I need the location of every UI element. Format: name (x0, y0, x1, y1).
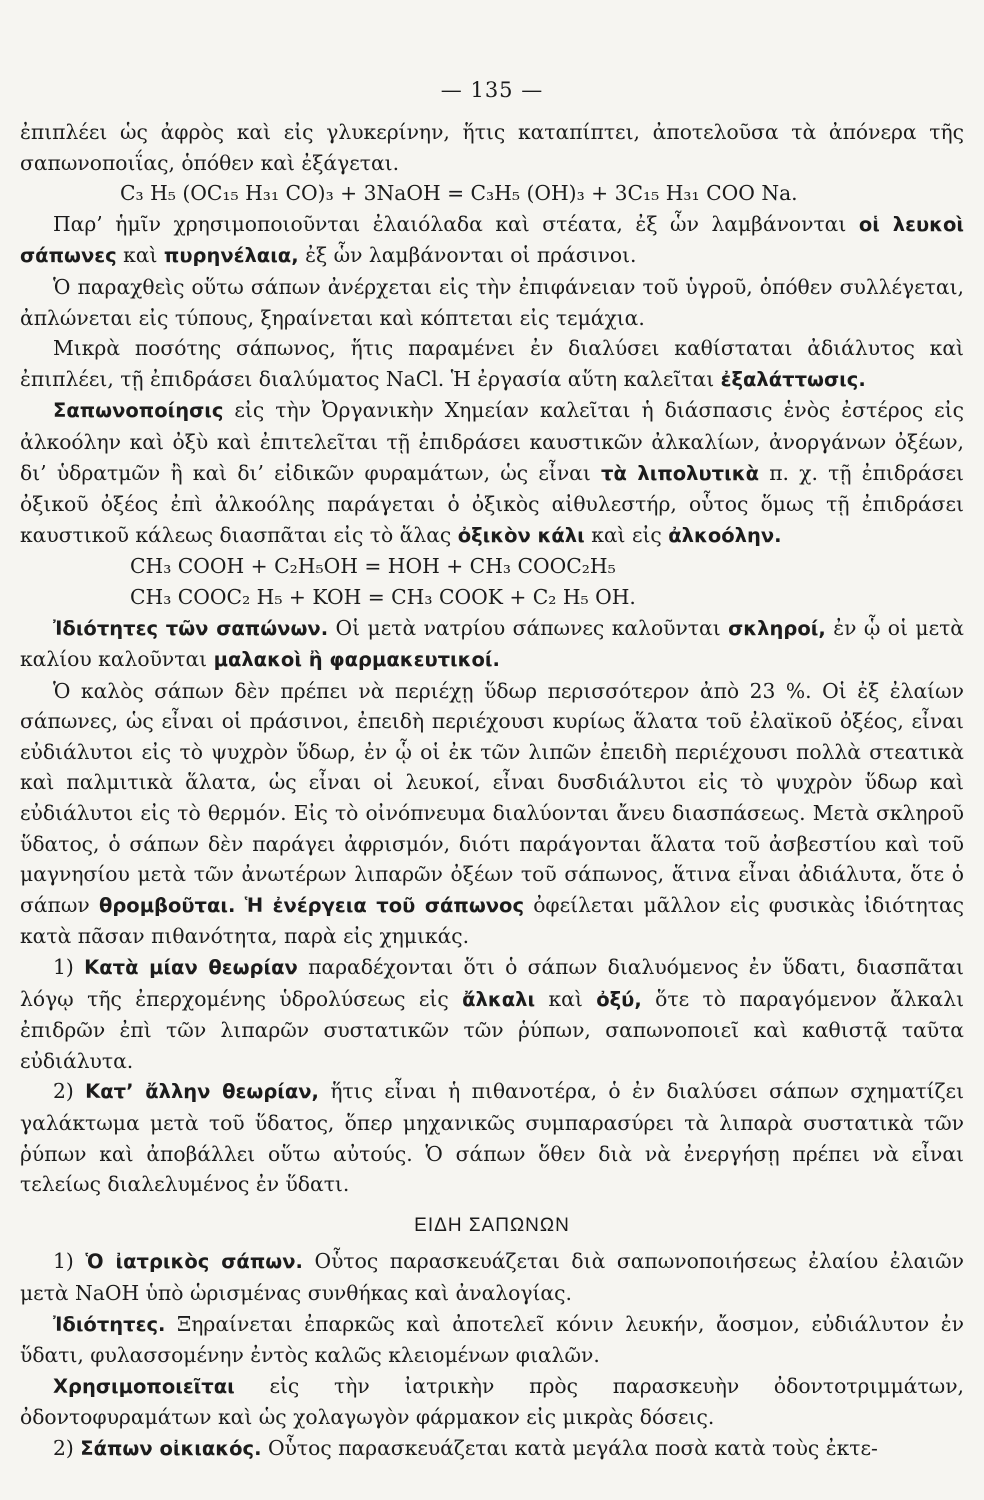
term-properties: Ἰδιότητες. (53, 1312, 166, 1336)
text: Οὗτος παρασκευάζεται διὰ σαπωνοποιήσεως ἐλαίου ἐλαιῶν μετὰ NaOH ὑπὸ ὡρισμένας συνθήκας καὶ ἀναλογίας. (20, 1249, 965, 1305)
formula-esterification: CH₃ COOH + C₂H₅OH = HOH + CH₃ COOC₂H₅ (130, 554, 616, 579)
page-body (20, 117, 964, 1465)
term-theory-one: Κατὰ μίαν θεωρίαν (84, 956, 298, 980)
term-hard: σκληροί, (728, 616, 826, 640)
section-heading-soap-types: ΕΙΔΗ ΣΑΠΩΝΩΝ (414, 1214, 570, 1236)
term-medicinal-soap: Ὁ ἰατρικὸς σάπων. (85, 1250, 303, 1274)
text: καὶ (548, 986, 583, 1011)
text: π. χ. τῇ ἐπιδράσει ὀξικοῦ ὀξέος ἐπὶ ἀλκοόλης παράγεται ὁ ὀξικὸς αἰθυλεστήρ, οὗτος ὅμως τῇ ἐπιδράσει καυστικοῦ κάλεως διασπᾶται εἰς τὸ ἅλας (20, 460, 964, 547)
term-soft: μαλακοὶ ἢ φαρμακευτικοί. (213, 648, 500, 672)
page-number: — 135 — (440, 78, 544, 102)
paragraph-glycerin: ἐπιπλέει ὡς ἀφρὸς καὶ εἰς γλυκερίνην, ἥτις καταπίπτει, ἀποτελοῦσα τὰ ἀπόνερα τῆς σαπωνοποιΐας, ὁπόθεν καὶ ἐξάγεται. (20, 120, 964, 175)
paragraph-medicinal-uses (20, 1371, 964, 1433)
paragraph-household-soap (20, 1433, 964, 1465)
paragraph-saponification-definition (20, 395, 964, 551)
paragraph-soap-properties (20, 613, 964, 676)
text: ἐξ ὧν λαμβάνονται οἱ πράσινοι. (305, 243, 637, 268)
text: Ὁ καλὸς σάπων δὲν πρέπει νὰ περιέχῃ ὕδωρ περισσότερον ἀπὸ 23 %. Οἱ ἐξ ἐλαίων σάπωνες, ὡς εἶναι οἱ πράσινοι, ἐπειδὴ περιέχουσι κυρίως ἅλατα τοῦ ἐλαϊκοῦ ὀξέος, εἶναι εὐδιάλυτοι εἰς τὸ ψυχρὸν ὕδωρ, ἐν ᾧ οἱ ἐκ τῶν λιπῶν ἐπειδὴ περιέχουσι πολλὰ στεατικὰ καὶ παλμιτικὰ ἅλατα, ὡς εἶναι οἱ λευκοί, εἶναι δυσδιάλυτοι εἰς τὸ ψυχρὸν ὕδωρ καὶ εὐδιάλυτοι εἰς τὸ θερμόν. Εἰς τὸ οἰνόπνευμα διαλύονται ἄνευ διασπάσεως. Μετὰ σκληροῦ ὕδατος, ὁ σάπων δὲν παράγει ἀφρισμόν, διότι παράγονται ἅλατα τοῦ ἀσβεστίου καὶ τοῦ μαγνησίου μετὰ τῶν ἀνωτέρων λιπαρῶν ὀξέων τοῦ σάπωνος, ἅτινα εἶναι ἀδιάλυτα, ὅτε ὁ σάπων (20, 678, 964, 917)
paragraph-collection: Ὁ παραχθεὶς οὕτω σάπων ἀνέρχεται εἰς τὴν ἐπιφάνειαν τοῦ ὑγροῦ, ὁπόθεν συλλέγεται, ἀπλώνεται εἰς τύπους, ξηραίνεται καὶ κόπτεται εἰς τεμάχια. (20, 274, 964, 330)
term-pyrinelaia: πυρηνέλαια, (163, 244, 299, 268)
term-white-soaps: οἱ λευκοὶ σάπωνες (20, 212, 964, 268)
text: ἥτις εἶναι ἡ πιθανοτέρα, ὁ ἐν διαλύσει σάπων σχηματίζει γαλάκτωμα μετὰ τοῦ ὕδατος, ὅπερ μηχανικῶς συμπαρασύρει τὰ λιπαρὰ συστατικὰ τῶν ῥύπων καὶ ἀποβάλλει οὕτω αὐτούς. Ὁ σάπων ὅθεν διὰ νὰ ἐνεργήσῃ πρέπει νὰ εἶναι τελείως διαλελυμένος ἐν ὕδατι. (20, 1079, 965, 1197)
text: Μικρὰ ποσότης σάπωνος, ἥτις παραμένει ἐν διαλύσει καθίσταται ἀδιάλυτος καὶ ἐπιπλέει, τῇ ἐπιδράσει διαλύματος NaCl. Ἡ ἐργασία αὕτη καλεῖται (20, 336, 964, 391)
paragraph-medicinal-properties (20, 1309, 964, 1371)
formula-ester-hydrolysis: CH₃ COOC₂ H₅ + KOH = CH₃ COOK + C₂ H₅ OH. (130, 584, 636, 609)
term-household-soap: Σάπων οἰκιακός. (80, 1436, 262, 1460)
paragraph-oils (20, 209, 964, 272)
paragraph-salting-out (20, 333, 964, 395)
term-lipolytic: τὰ λιπολυτικὰ (601, 461, 759, 485)
text: 1) (53, 955, 74, 980)
text: 2) (53, 1435, 74, 1460)
text: Ξηραίνεται ἐπαρκῶς καὶ ἀποτελεῖ κόνιν λευκήν, ἄοσμον, εὐδιάλυτον ἐν ὕδατι, φυλασσομένην ἐντὸς καλῶς κλειομένων φιαλῶν. (20, 1311, 964, 1368)
text: 2) (53, 1079, 74, 1104)
subheading-properties: Ἰδιότητες τῶν σαπώνων. (53, 616, 329, 640)
text: παραδέχονται ὅτι ὁ σάπων διαλυόμενος ἐν ὕδατι, διασπᾶται λόγῳ τῆς ἐπερχομένης ὑδρολύσεως εἰς (20, 955, 964, 1011)
text: καὶ εἰς (591, 522, 662, 547)
term-acid: ὀξύ, (596, 987, 642, 1011)
text: ἐν ᾧ οἱ μετὰ καλίου καλοῦνται (20, 615, 964, 672)
text: ὅτε τὸ παραγόμενον ἄλκαλι ἐπιδρῶν ἐπὶ τῶν λιπαρῶν συστατικῶν τῶν ῥύπων, σαπωνοποιεῖ καὶ καθιστᾷ ταῦτα εὐδιάλυτα. (20, 986, 965, 1073)
term-theory-two: Κατ’ ἄλλην θεωρίαν, (85, 1080, 319, 1104)
term-salting-out: ἐξαλάττωσις. (720, 367, 866, 391)
term-used: Χρησιμοποιεῖται (53, 1374, 235, 1398)
text: ὀφείλεται μᾶλλον εἰς φυσικὰς ἰδιότητας κατὰ πᾶσαν πιθανότητα, παρὰ εἰς χημικάς. (20, 892, 964, 949)
text: καὶ (123, 243, 158, 268)
term-alkali: ἄλκαλι (462, 987, 536, 1011)
text: εἰς τὴν Ὀργανικὴν Χημείαν καλεῖται ἡ διάσπασις ἑνὸς ἐστέρος εἰς ἀλκοόλην καὶ ὀξὺ καὶ ἐπιτελεῖται τῇ ἐπιδράσει καυστικῶν ἀλκαλίων, ἀνοργάνων ὀξέων, δι’ ὑδρατμῶν ἢ καὶ δι’ εἰδικῶν φυραμάτων, ὡς εἶναι (20, 398, 965, 485)
term-alcohol: ἀλκοόλην. (668, 523, 782, 547)
paragraph-theory-one (20, 952, 964, 1076)
text: Παρ’ ἡμῖν χρησιμοποιοῦνται ἐλαιόλαδα καὶ στέατα, ἐξ ὧν λαμβάνονται (53, 211, 847, 236)
term-potassium-acetate: ὀξικὸν κάλι (457, 523, 585, 547)
formula-saponification: C₃ H₅ (OC₁₅ H₃₁ CO)₃ + 3NaOH = C₃H₅ (OH)₃ + 3C₁₅ H₃₁ COO Na. (120, 181, 798, 206)
text: 1) (53, 1249, 74, 1274)
paragraph-good-soap (20, 676, 964, 952)
text: Οὗτος παρασκευάζεται κατὰ μεγάλα ποσὰ κατὰ τοὺς ἐκτε- (267, 1435, 878, 1460)
paragraph-medicinal-soap (20, 1246, 964, 1308)
term-coagulates: θρομβοῦται. (98, 893, 236, 917)
text: εἰς τὴν ἰατρικὴν πρὸς παρασκευὴν ὀδοντοτριμμάτων, ὀδοντοφυραμάτων καὶ ὡς χολαγωγὸν φάρμακον εἰς μικρὰς δόσεις. (20, 1373, 964, 1430)
term-saponification: Σαπωνοποίησις (53, 399, 224, 423)
paragraph-theory-two (20, 1076, 964, 1199)
term-soap-action: Ἡ ἐνέργεια τοῦ σάπωνος (244, 893, 525, 917)
text: Οἱ μετὰ νατρίου σάπωνες καλοῦνται (335, 615, 721, 640)
